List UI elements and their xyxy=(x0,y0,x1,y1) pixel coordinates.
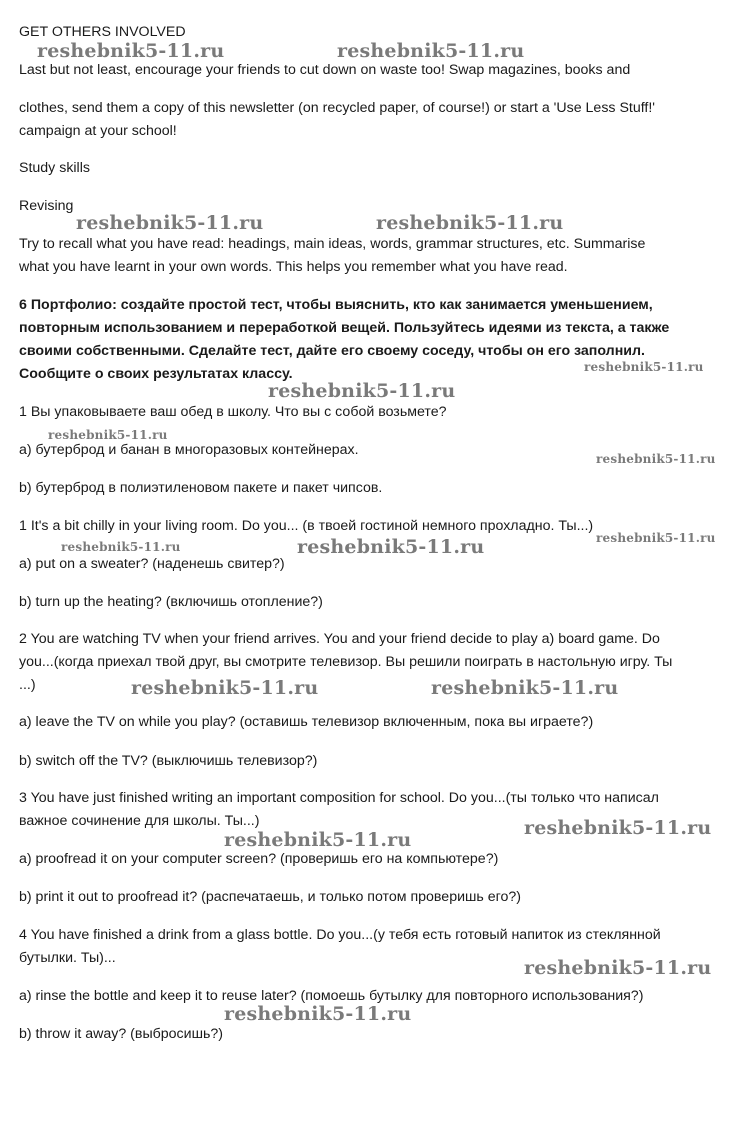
section-heading: GET OTHERS INVOLVED xyxy=(19,24,186,40)
study-skills-label: Study skills xyxy=(19,160,90,176)
answer-2a: a) leave the TV on while you play? (оставишь телевизор включенным, пока вы играете?) xyxy=(19,714,594,730)
question-2-line-1: 2 You are watching TV when your friend arrives. You and your friend decide to play a) board game. Do xyxy=(19,631,660,647)
watermark: reshebnik5-11.ru xyxy=(48,428,168,442)
portfolio-line-3: своими собственными. Сделайте тест, дайте его своему соседу, чтобы он его заполнил. xyxy=(19,343,645,359)
intro-line-1: Last but not least, encourage your friends to cut down on waste too! Swap magazines, books and xyxy=(19,62,631,78)
intro-line-2: clothes, send them a copy of this newsletter (on recycled paper, of course!) or start a 'Use Less Stuff!' xyxy=(19,100,656,116)
question-1-ru: 1 Вы упаковываете ваш обед в школу. Что вы с собой возьмете? xyxy=(19,404,447,420)
question-4-line-1: 4 You have finished a drink from a glass bottle. Do you...(у тебя есть готовый напиток из стеклянной xyxy=(19,927,661,943)
watermark: reshebnik5-11.ru xyxy=(61,540,181,554)
watermark: reshebnik5-11.ru xyxy=(524,817,712,839)
watermark: reshebnik5-11.ru xyxy=(224,1003,412,1025)
answer-1a-en: a) put on a sweater? (наденешь свитер?) xyxy=(19,556,285,572)
watermark: reshebnik5-11.ru xyxy=(524,957,712,979)
answer-4b: b) throw it away? (выбросишь?) xyxy=(19,1026,223,1042)
revising-line-2: what you have learnt in your own words. This helps you remember what you have read. xyxy=(19,259,568,275)
question-3-line-2: важное сочинение для школы. Ты...) xyxy=(19,813,260,829)
question-2-line-3: ...) xyxy=(19,677,36,693)
intro-line-3: campaign at your school! xyxy=(19,123,177,139)
watermark: reshebnik5-11.ru xyxy=(376,212,564,234)
answer-3a: a) proofread it on your computer screen? (проверишь его на компьютере?) xyxy=(19,851,499,867)
watermark: reshebnik5-11.ru xyxy=(596,531,716,545)
watermark: reshebnik5-11.ru xyxy=(268,380,456,402)
portfolio-line-4: Сообщите о своих результатах классу. xyxy=(19,366,293,382)
answer-2b: b) switch off the TV? (выключишь телевизор?) xyxy=(19,753,318,769)
question-2-line-2: you...(когда приехал твой друг, вы смотрите телевизор. Вы решили поиграть в настольную игру. Ты xyxy=(19,654,673,670)
watermark: reshebnik5-11.ru xyxy=(431,677,619,699)
watermark: reshebnik5-11.ru xyxy=(596,452,716,466)
watermark: reshebnik5-11.ru xyxy=(337,40,525,62)
watermark: reshebnik5-11.ru xyxy=(224,829,412,851)
portfolio-line-2: повторным использованием и переработкой вещей. Пользуйтесь идеями из текста, а также xyxy=(19,320,670,336)
answer-1b-en: b) turn up the heating? (включишь отопление?) xyxy=(19,594,323,610)
question-3-line-1: 3 You have just finished writing an important composition for school. Do you...(ты только что написал xyxy=(19,790,659,806)
portfolio-line-1: 6 Портфолио: создайте простой тест, чтобы выяснить, кто как занимается уменьшением, xyxy=(19,297,653,313)
revising-title: Revising xyxy=(19,198,74,214)
watermark: reshebnik5-11.ru xyxy=(37,40,225,62)
watermark: reshebnik5-11.ru xyxy=(297,536,485,558)
question-4-line-2: бутылки. Ты)... xyxy=(19,950,116,966)
watermark: reshebnik5-11.ru xyxy=(584,360,704,374)
answer-1b-ru: b) бутерброд в полиэтиленовом пакете и пакет чипсов. xyxy=(19,480,383,496)
question-1-en: 1 It's a bit chilly in your living room. Do you... (в твоей гостиной немного прохладно. Ты...) xyxy=(19,518,594,534)
watermark: reshebnik5-11.ru xyxy=(76,212,264,234)
answer-4a: a) rinse the bottle and keep it to reuse later? (помоешь бутылку для повторного использования?) xyxy=(19,988,644,1004)
answer-1a-ru: а) бутерброд и банан в многоразовых контейнерах. xyxy=(19,442,359,458)
watermark: reshebnik5-11.ru xyxy=(131,677,319,699)
answer-3b: b) print it out to proofread it? (распечатаешь, и только потом проверишь его?) xyxy=(19,889,521,905)
revising-line-1: Try to recall what you have read: headings, main ideas, words, grammar structures, etc. Summarise xyxy=(19,236,646,252)
